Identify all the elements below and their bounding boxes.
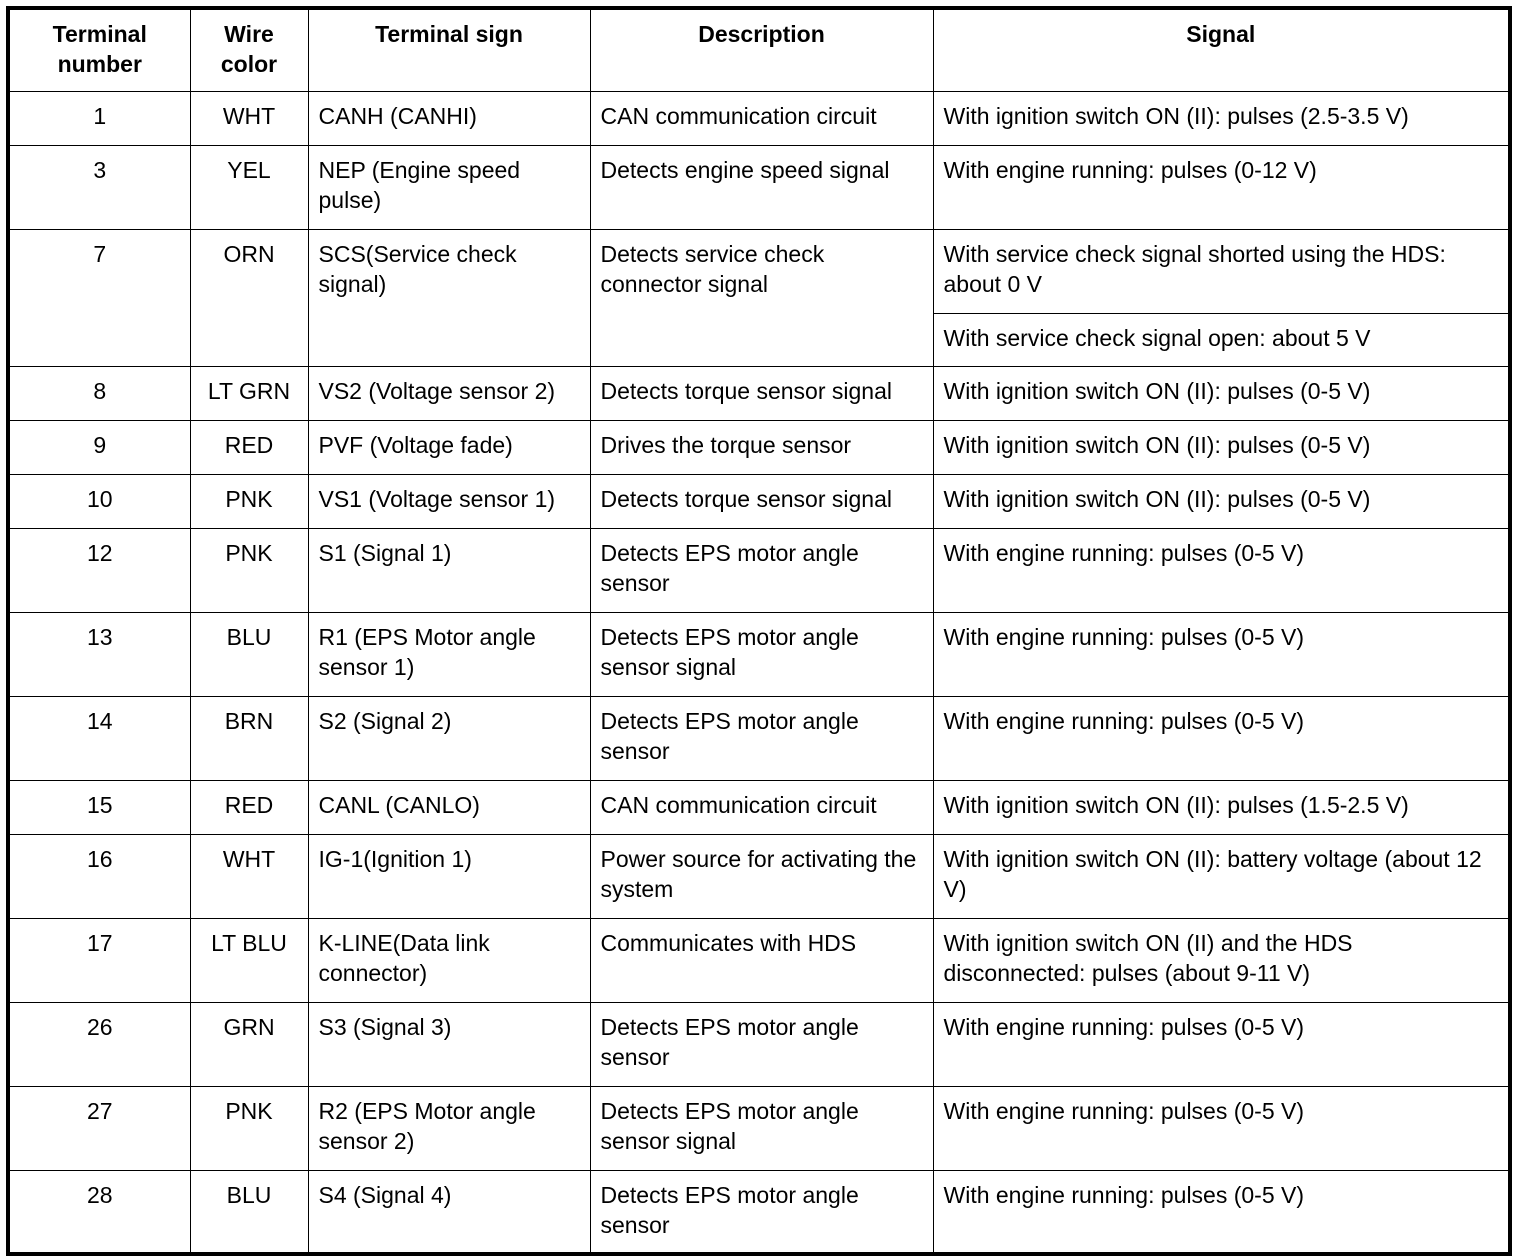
description: Communicates with HDS [590,918,933,1002]
terminal-sign: NEP (Engine speed pulse) [308,145,590,229]
wire-color: RED [190,420,308,474]
signal: With engine running: pulses (0-5 V) [933,1086,1510,1170]
signal: With ignition switch ON (II): pulses (0-5 V) [933,366,1510,420]
wire-color: YEL [190,145,308,229]
table-row [8,474,1510,528]
table-row [8,1086,1510,1170]
terminal-number: 1 [8,91,190,145]
wire-color: WHT [190,91,308,145]
signal: With ignition switch ON (II): pulses (1.5-2.5 V) [933,780,1510,834]
table-row [8,229,1510,313]
signal: With engine running: pulses (0-5 V) [933,1002,1510,1086]
terminal-number: 3 [8,145,190,229]
terminal-number: 14 [8,696,190,780]
description: Detects EPS motor angle sensor [590,696,933,780]
wire-color: BLU [190,612,308,696]
description: Detects EPS motor angle sensor [590,528,933,612]
header-text: Wire [224,21,274,47]
description: Detects EPS motor angle sensor signal [590,1086,933,1170]
header-text: Terminal [52,21,147,47]
table-row [8,1170,1510,1254]
table-row [8,91,1510,145]
wire-color: BLU [190,1170,308,1254]
wire-color: PNK [190,474,308,528]
terminal-sign: S3 (Signal 3) [308,1002,590,1086]
terminal-number: 12 [8,528,190,612]
description: Detects service check connector signal [590,229,933,366]
terminal-number: 27 [8,1086,190,1170]
terminal-sign: CANL (CANLO) [308,780,590,834]
signal: With service check signal open: about 5 V [933,313,1510,366]
terminal-number: 7 [8,229,190,366]
signal: With service check signal shorted using the HDS: about 0 V [933,229,1510,313]
header-text: number [57,51,142,77]
terminal-sign: S4 (Signal 4) [308,1170,590,1254]
table-row [8,834,1510,918]
terminal-sign: VS1 (Voltage sensor 1) [308,474,590,528]
table-row [8,696,1510,780]
header-text: color [220,51,278,77]
wire-color: WHT [190,834,308,918]
signal: With engine running: pulses (0-5 V) [933,696,1510,780]
wire-color: ORN [190,229,308,366]
signal: With engine running: pulses (0-5 V) [933,528,1510,612]
signal: With ignition switch ON (II): battery voltage (about 12 V) [933,834,1510,918]
terminal-sign: K-LINE(Data link connector) [308,918,590,1002]
description: Detects EPS motor angle sensor [590,1002,933,1086]
header-description: Description [590,8,933,91]
signal: With ignition switch ON (II): pulses (2.5-3.5 V) [933,91,1510,145]
terminal-sign: CANH (CANHI) [308,91,590,145]
table-row [8,366,1510,420]
signal: With engine running: pulses (0-12 V) [933,145,1510,229]
terminal-sign: R1 (EPS Motor angle sensor 1) [308,612,590,696]
description: Detects engine speed signal [590,145,933,229]
terminal-sign: S1 (Signal 1) [308,528,590,612]
terminal-sign: S2 (Signal 2) [308,696,590,780]
terminal-number: 16 [8,834,190,918]
signal: With ignition switch ON (II): pulses (0-5 V) [933,474,1510,528]
description: Detects torque sensor signal [590,474,933,528]
terminal-number: 17 [8,918,190,1002]
description: Detects EPS motor angle sensor signal [590,612,933,696]
table-row [8,528,1510,612]
terminal-sign: VS2 (Voltage sensor 2) [308,366,590,420]
signal: With engine running: pulses (0-5 V) [933,612,1510,696]
terminal-sign: R2 (EPS Motor angle sensor 2) [308,1086,590,1170]
terminal-sign: PVF (Voltage fade) [308,420,590,474]
table-row [8,780,1510,834]
terminal-number: 8 [8,366,190,420]
table-row [8,1002,1510,1086]
signal: With ignition switch ON (II): pulses (0-5 V) [933,420,1510,474]
terminal-number: 10 [8,474,190,528]
terminal-number: 28 [8,1170,190,1254]
wire-color: LT BLU [190,918,308,1002]
terminal-number: 15 [8,780,190,834]
table-row [8,420,1510,474]
description: CAN communication circuit [590,780,933,834]
wire-color: RED [190,780,308,834]
terminal-number: 9 [8,420,190,474]
table-row [8,918,1510,1002]
wire-color: PNK [190,1086,308,1170]
header-row [8,8,1510,91]
terminal-sign: IG-1(Ignition 1) [308,834,590,918]
signal: With engine running: pulses (0-5 V) [933,1170,1510,1254]
description: Drives the torque sensor [590,420,933,474]
table-row [8,145,1510,229]
terminal-sign: SCS(Service check signal) [308,229,590,366]
terminal-table [6,6,1512,1256]
header-terminal-number [8,8,190,91]
description: CAN communication circuit [590,91,933,145]
description: Detects torque sensor signal [590,366,933,420]
table-row [8,612,1510,696]
wire-color: GRN [190,1002,308,1086]
wire-color: LT GRN [190,366,308,420]
wire-color: BRN [190,696,308,780]
wire-color: PNK [190,528,308,612]
header-wire-color [190,8,308,91]
header-signal: Signal [933,8,1510,91]
header-terminal-sign: Terminal sign [308,8,590,91]
description: Power source for activating the system [590,834,933,918]
terminal-number: 26 [8,1002,190,1086]
terminal-number: 13 [8,612,190,696]
signal: With ignition switch ON (II) and the HDS disconnected: pulses (about 9-11 V) [933,918,1510,1002]
description: Detects EPS motor angle sensor [590,1170,933,1254]
